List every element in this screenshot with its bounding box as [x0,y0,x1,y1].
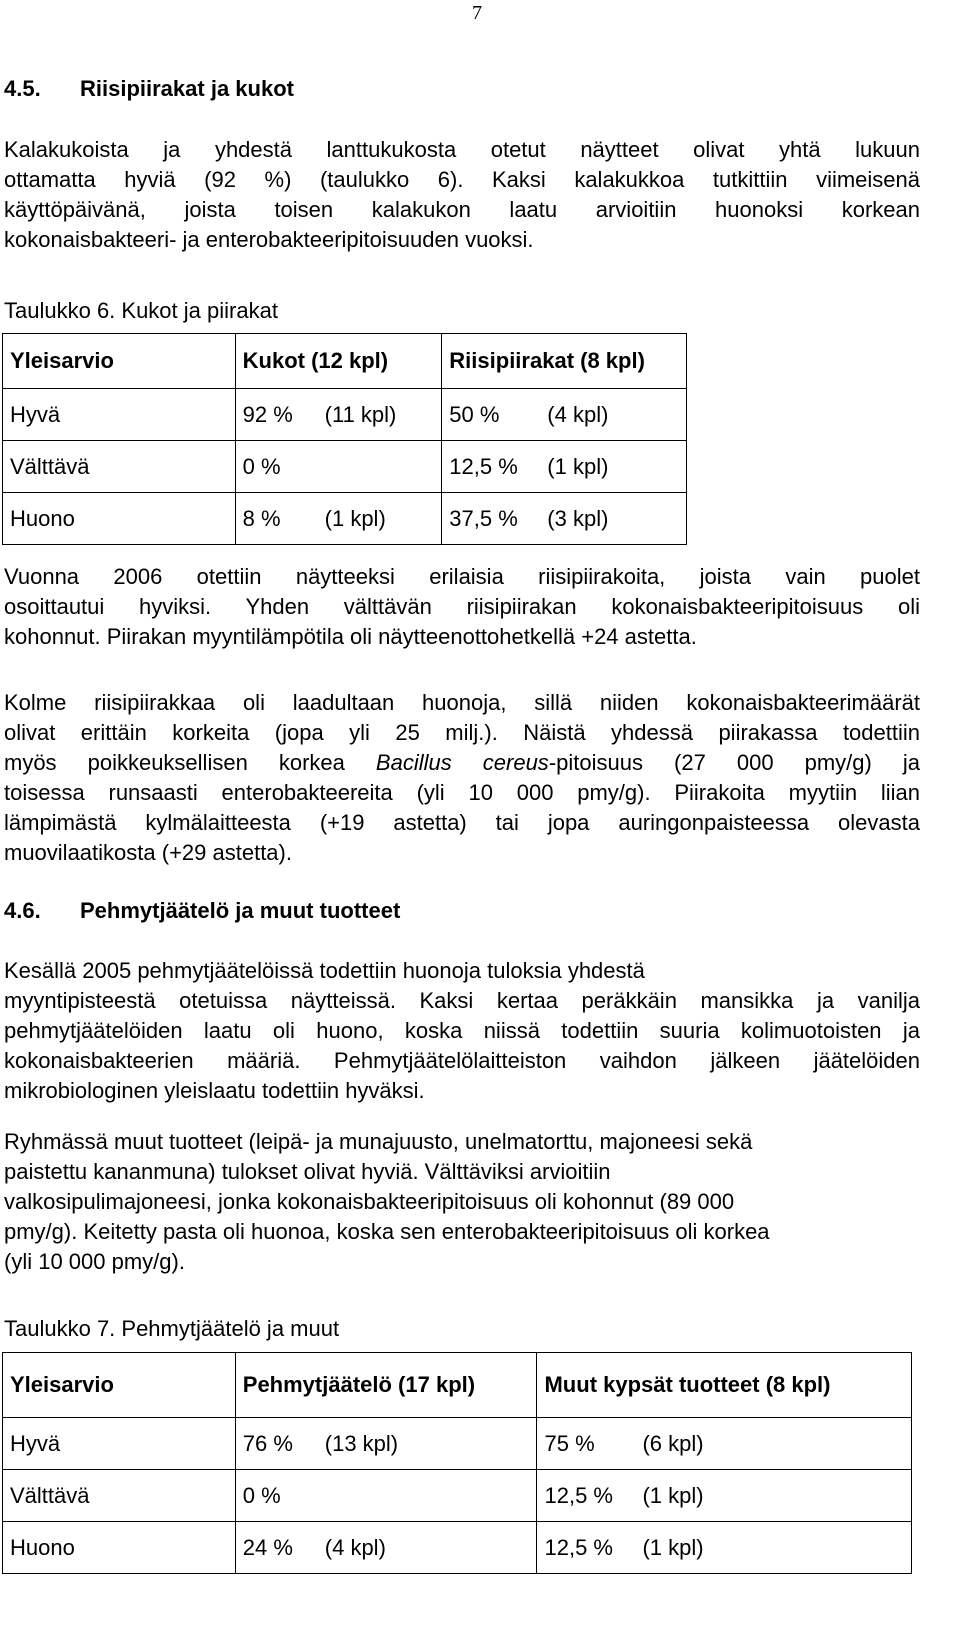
section-title: Riisipiirakat ja kukot [80,76,294,101]
table-row [3,389,687,441]
section-title: Pehmytjäätelö ja muut tuotteet [80,898,401,923]
text-line: paistettu kananmuna) tulokset olivat hyviä. Välttäviksi arvioitiin [4,1159,611,1184]
text-line: Vuonna 2006 otettiin näytteeksi erilaisia riisipiirakoita, joista vain puolet [4,564,920,589]
cell [537,1418,912,1470]
paragraph-pehmytjaatelo [4,956,764,986]
paragraph-kukot-intro [4,135,920,255]
text-line [4,748,920,778]
cell [442,441,687,493]
cell [442,493,687,545]
text-line: Kolme riisipiirakkaa oli laadultaan huonoja, sillä niiden kokonaisbakteerimäärät [4,690,920,715]
count-value: (4 kpl) [547,401,609,427]
percent-value: 0 % [242,453,281,479]
cell [235,1418,537,1470]
text-line: valkosipulimajoneesi, jonka kokonaisbakteeripitoisuus oli kohonnut (89 000 [4,1189,735,1214]
column-header: Muut kypsät tuotteet (8 kpl) [537,1353,912,1418]
text-line: pmy/g). Keitetty pasta oli huonoa, koska sen enterobakteeripitoisuus oli korkea [4,1219,770,1244]
count-value: (1 kpl) [324,505,386,531]
percent-value: 75 % [544,1430,595,1456]
text-line: ottamatta hyviä (92 %) (taulukko 6). Kaksi kalakukkoa tutkittiin viimeisenä [4,167,920,192]
count-value: (3 kpl) [547,505,609,531]
text-line: kohonnut. Piirakan myyntilämpötila oli näytteenottohetkellä +24 astetta. [4,624,697,649]
row-label: Hyvä [3,1418,236,1470]
percent-value: 8 % [242,505,281,531]
paragraph-pehmytjaatelo-cont [4,986,920,1106]
table-row [3,441,687,493]
cell [235,389,442,441]
text-line: kokonaisbakteerien määriä. Pehmytjäätelölaitteiston vaihdon jälkeen jäätelöiden [4,1048,920,1073]
table-6 [2,333,687,545]
percent-value: 24 % [242,1534,293,1560]
row-label: Hyvä [3,389,236,441]
paragraph-muut-tuotteet [4,1127,920,1277]
percent-value: 76 % [242,1430,293,1456]
count-value: (13 kpl) [324,1430,399,1456]
percent-value: 92 % [242,401,293,427]
table-row [3,1418,912,1470]
cell [235,1522,537,1574]
text-line: pehmytjäätelöiden laatu oli huono, koska niissä todettiin suuria kolimuotoisten ja [4,1018,920,1043]
row-label: Huono [3,493,236,545]
section-heading-4-6 [4,898,400,924]
column-header: Riisipiirakat (8 kpl) [442,334,687,389]
percent-value: 12,5 % [544,1534,613,1560]
table-row [3,1470,912,1522]
percent-value: 12,5 % [449,453,518,479]
column-header: Pehmytjäätelö (17 kpl) [235,1353,537,1418]
percent-value: 12,5 % [544,1482,613,1508]
text-line: muovilaatikosta (+29 astetta). [4,840,292,865]
cell [235,493,442,545]
row-label: Välttävä [3,1470,236,1522]
cell [235,441,442,493]
text-line: (yli 10 000 pmy/g). [4,1249,185,1274]
cell [537,1470,912,1522]
text-line: toisessa runsaasti enterobakteereita (yli 10 000 pmy/g). Piirakoita myytiin liian [4,780,920,805]
count-value: (11 kpl) [324,401,397,427]
section-number: 4.6. [4,898,41,923]
text-fragment: -pitoisuus (27 000 pmy/g) ja [548,750,920,775]
text-fragment: myös poikkeuksellisen korkea [4,750,376,775]
table-header-row [3,1353,912,1418]
page-number: 7 [472,2,482,24]
percent-value: 0 % [242,1482,281,1508]
text-line: Kalakukoista ja yhdestä lanttukukosta otetut näytteet olivat yhtä lukuun [4,137,920,162]
column-header: Yleisarvio [3,1353,236,1418]
paragraph-riisipiirakat-2006 [4,562,920,652]
count-value: (4 kpl) [324,1534,386,1560]
italic-species-name: Bacillus cereus [375,750,549,775]
row-label: Välttävä [3,441,236,493]
table-7 [2,1352,912,1574]
text-line: Ryhmässä muut tuotteet (leipä- ja munajuusto, unelmatorttu, majoneesi sekä [4,1129,753,1154]
section-heading-4-5 [4,76,294,102]
row-label: Huono [3,1522,236,1574]
column-header: Yleisarvio [3,334,236,389]
text-line: kokonaisbakteeri- ja enterobakteeripitoisuuden vuoksi. [4,227,534,252]
text-line: olivat erittäin korkeita (jopa yli 25 milj.). Näistä yhdessä piirakassa todettiin [4,720,920,745]
text-line: osoittautui hyviksi. Yhden välttävän riisipiirakan kokonaisbakteeripitoisuus oli [4,594,920,619]
column-header: Kukot (12 kpl) [235,334,442,389]
cell [235,1470,537,1522]
count-value: (1 kpl) [642,1534,704,1560]
count-value: (6 kpl) [642,1430,704,1456]
text-line: mikrobiologinen yleislaatu todettiin hyväksi. [4,1078,425,1103]
table-6-caption: Taulukko 6. Kukot ja piirakat [4,298,278,323]
table-row [3,1522,912,1574]
table-7-caption: Taulukko 7. Pehmytjäätelö ja muut [4,1316,340,1341]
count-value: (1 kpl) [642,1482,704,1508]
text-line: Kesällä 2005 pehmytjäätelöissä todettiin huonoja tuloksia yhdestä [4,958,645,983]
table-row [3,493,687,545]
text-line: lämpimästä kylmälaitteesta (+19 astetta) tai jopa auringonpaisteessa olevasta [4,810,920,835]
section-number: 4.5. [4,76,41,101]
cell [442,389,687,441]
table-header-row [3,334,687,389]
paragraph-riisipiirakat-huonot [4,688,920,868]
percent-value: 50 % [449,401,500,427]
text-line: käyttöpäivänä, joista toisen kalakukon laatu arvioitiin huonoksi korkean [4,197,920,222]
text-line: myyntipisteestä otetuissa näytteissä. Kaksi kertaa peräkkäin mansikka ja vanilja [4,988,920,1013]
percent-value: 37,5 % [449,505,518,531]
cell [537,1522,912,1574]
count-value: (1 kpl) [547,453,609,479]
